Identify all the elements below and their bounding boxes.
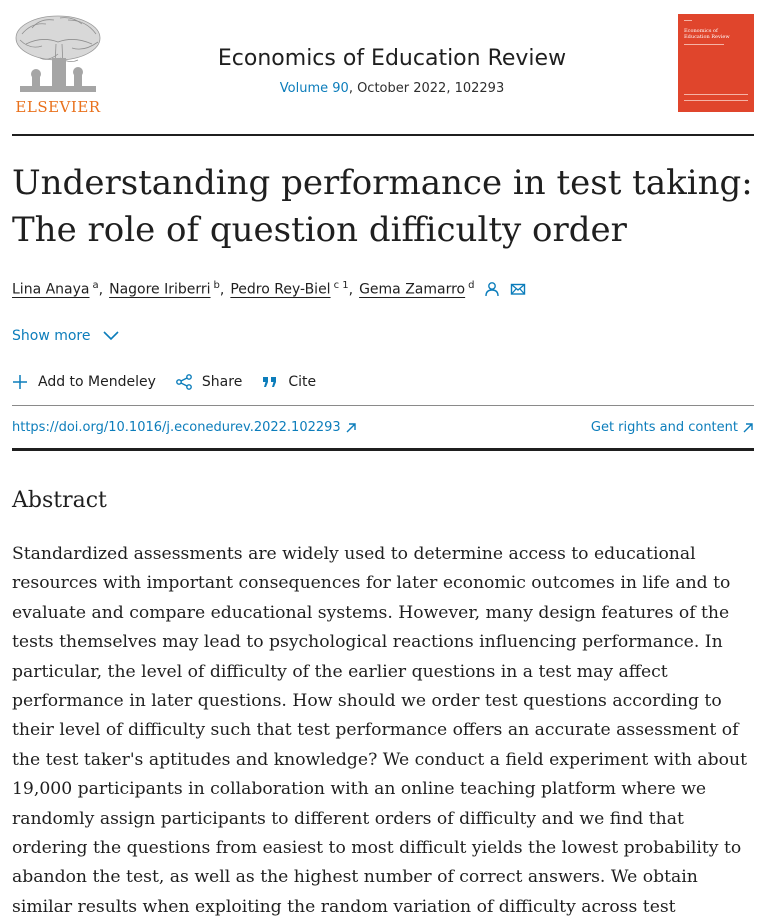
article-toolbar: [12, 374, 336, 390]
author-affiliation: c 1: [333, 280, 349, 291]
issue-info: , October 2022, 102293: [348, 81, 505, 96]
add-to-mendeley-label: Add to Mendeley: [38, 374, 156, 390]
cite-label: Cite: [288, 374, 317, 390]
author[interactable]: [12, 280, 99, 298]
plus-icon: [12, 374, 28, 390]
journal-title[interactable]: Economics of Education Review: [217, 46, 567, 71]
show-more-toggle[interactable]: [12, 328, 119, 344]
journal-header: [12, 12, 754, 136]
elsevier-logo[interactable]: [12, 14, 104, 116]
author[interactable]: [359, 280, 474, 298]
header-divider: [12, 134, 754, 136]
author-affiliation: b: [213, 280, 220, 291]
author-affiliation: d: [468, 280, 475, 291]
author-affiliation: a: [92, 280, 99, 291]
doi-divider-bottom: [12, 448, 754, 451]
abstract-text: Standardized assessments are widely used to determine access to educational resources with important consequences for later economic outcomes in life and to evaluate and compare educational systems. However, many design features of the tests themselves may lead to psychological reactions influencing performance. In particular, the level of difficulty of the earlier questions in a test may affect performance in later questions. How should we order test questions according to their level of difficulty such that test performance offers an accurate assessment of the test taker's aptitudes and knowledge? We conduct a field experiment with about 19,000 participants in collaboration with an online teaching platform where we randomly assign participants to different orders of difficulty and we find that ordering the questions from easiest to most difficult yields the lowest probability to abandon the test, as well as the highest number of correct answers. We obtain similar results when exploiting the random variation of difficulty across test: [12, 544, 747, 917]
doi-divider-top: [12, 405, 754, 406]
quote-icon: [262, 374, 278, 390]
doi-text: https://doi.org/10.1016/j.econedurev.2022.102293: [12, 420, 341, 435]
external-link-icon: [742, 422, 754, 434]
article-title-line2: The role of question difficulty order: [12, 210, 627, 250]
article-title: [12, 160, 754, 254]
cover-title: Economics of Education Review: [684, 28, 730, 40]
doi-link[interactable]: [12, 420, 357, 435]
author-list: Lina Anaya $^a$ , Nagore Iriberri $^b$ , Pedro Rey-Biel $^{c 1}$ , Gema Zamarro $^d$: [12, 280, 526, 298]
volume-link[interactable]: Volume 90: [279, 81, 349, 96]
add-to-mendeley-button[interactable]: [12, 374, 156, 390]
author-name: Gema Zamarro: [359, 281, 466, 298]
cite-button[interactable]: [262, 374, 316, 390]
author-name: Lina Anaya: [12, 281, 90, 298]
journal-cover-image[interactable]: [678, 14, 754, 112]
person-icon[interactable]: [484, 281, 500, 297]
author[interactable]: [230, 280, 348, 298]
external-link-icon: [345, 422, 357, 434]
share-label: Share: [201, 374, 243, 390]
journal-meta: [132, 81, 652, 96]
elsevier-wordmark: ELSEVIER: [15, 98, 101, 116]
author-name: Nagore Iriberri: [109, 281, 211, 298]
author-icons: [484, 281, 526, 297]
author-name: Pedro Rey-Biel: [230, 281, 331, 298]
share-button[interactable]: [176, 374, 242, 390]
rights-link[interactable]: [591, 420, 754, 435]
article-title-line1: Understanding performance in test taking:: [12, 163, 753, 203]
journal-info: [132, 46, 652, 96]
show-more-label: Show more: [12, 328, 91, 344]
rights-text: Get rights and content: [590, 420, 738, 435]
chevron-down-icon: [103, 331, 119, 341]
abstract-heading: Abstract: [12, 488, 107, 513]
author[interactable]: [109, 280, 220, 298]
envelope-icon[interactable]: [510, 281, 526, 297]
elsevier-tree-icon: [12, 14, 104, 96]
share-icon: [176, 374, 192, 390]
